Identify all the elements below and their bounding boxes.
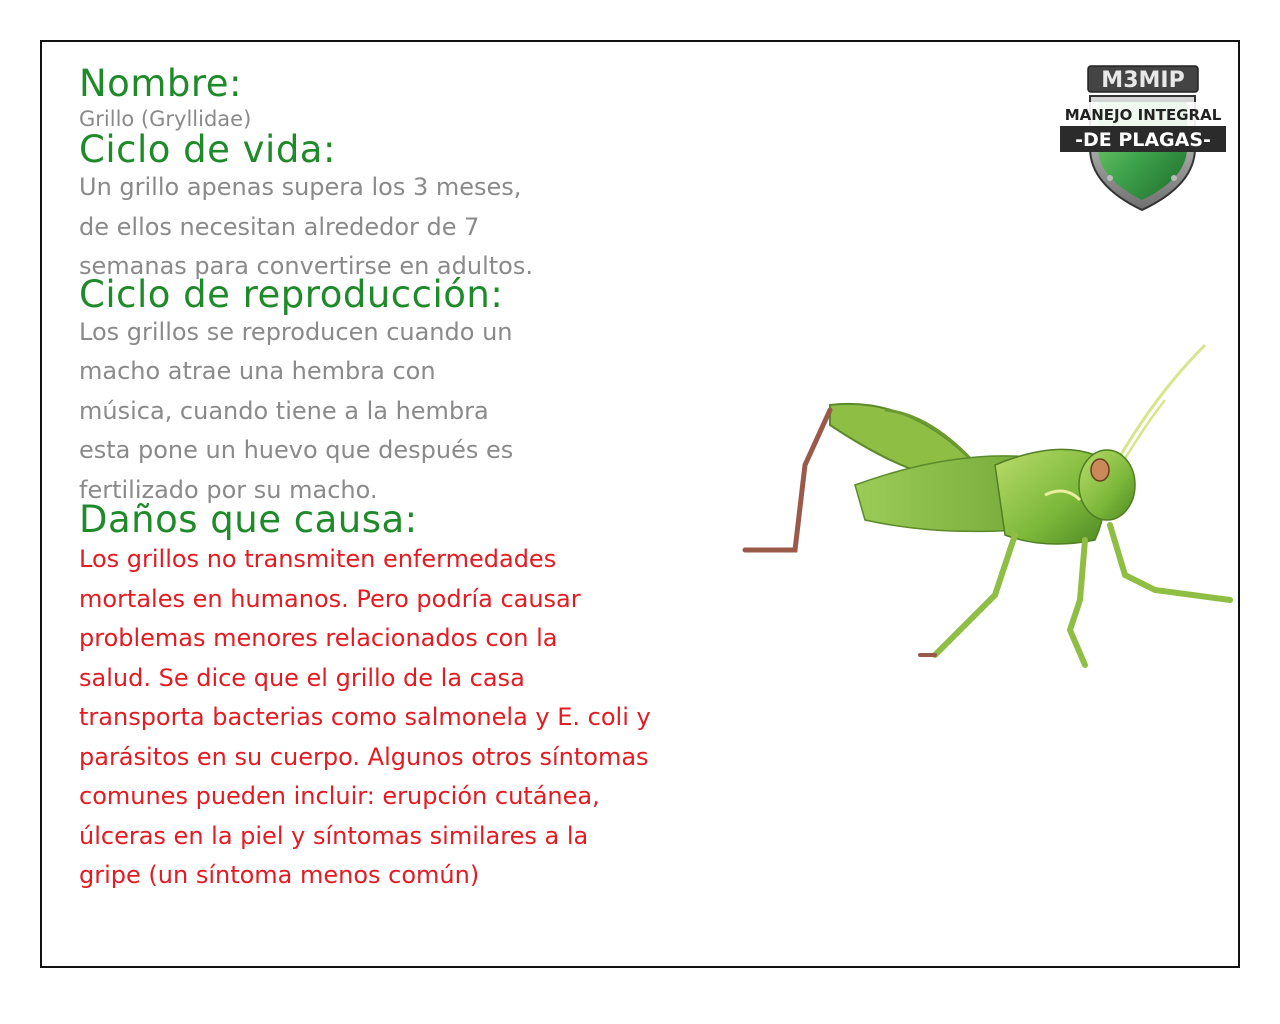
name-heading: Nombre:	[79, 62, 242, 105]
logo-brand: M3MIP	[1101, 68, 1185, 93]
reproduction-text: Los grillos se reproducen cuando un macho atrae una hembra con música, cuando tiene a la hembra esta pone un huevo que después es fertilizado por su macho.	[79, 317, 514, 504]
damage-heading: Daños que causa:	[79, 498, 418, 541]
name-value: Grillo (Gryllidae)	[79, 107, 252, 131]
grasshopper-illustration	[735, 335, 1240, 685]
life-cycle-heading: Ciclo de vida:	[79, 128, 336, 171]
life-cycle-text: Un grillo apenas supera los 3 meses, de ellos necesitan alrededor de 7 semanas para convertirse en adultos.	[79, 173, 533, 280]
logo-line2: -DE PLAGAS-	[1075, 129, 1211, 151]
content-column	[79, 62, 799, 896]
damage-text: Los grillos no transmiten enfermedades mortales en humanos. Pero podría causar problemas menores relacionados con la salud. Se dice que el grillo de la casa transporta bacterias como salmonela y E. coli y parásitos en su cuerpo. Algunos otros síntomas comunes pueden incluir: erupción cutánea, úlceras en la piel y síntomas similares a la gripe (un síntoma menos común)	[79, 545, 651, 889]
logo-line1: MANEJO INTEGRAL	[1064, 106, 1222, 124]
shield-logo-icon	[1050, 60, 1235, 215]
reproduction-heading: Ciclo de reproducción:	[79, 272, 504, 316]
